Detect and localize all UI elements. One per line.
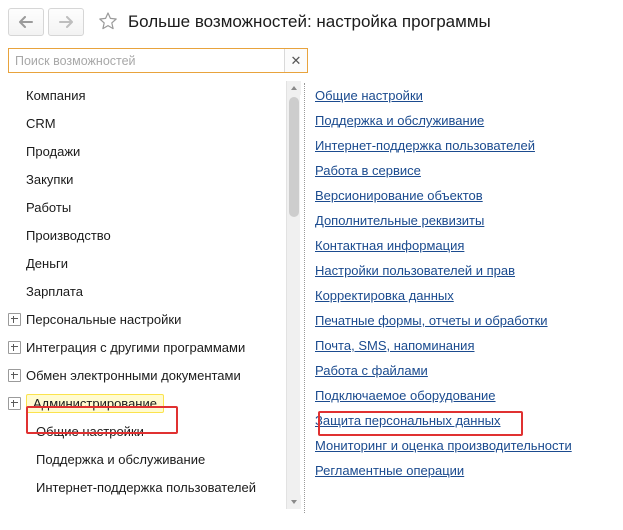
arrow-left-icon [18,16,34,28]
tree-scrollbar[interactable] [286,81,300,509]
tree-item-edocs-exchange[interactable] [0,361,300,389]
tree-item-label: Администрирование [33,395,157,411]
list-item[interactable] [315,333,623,358]
list-item[interactable] [315,383,623,408]
content-panes [0,79,623,519]
list-item[interactable] [315,258,623,283]
link-scheduled-operations[interactable]: Регламентные операции [315,463,465,478]
expand-plus-icon[interactable] [6,311,22,327]
category-tree [0,81,300,501]
tree-item-works[interactable] [0,193,300,221]
list-item[interactable] [315,458,623,483]
tree-item-label: Персональные настройки [26,311,182,327]
pane-splitter[interactable] [300,79,309,519]
tree-item-label: Интеграция с другими программами [26,339,246,355]
tree-item-label: CRM [26,115,56,131]
link-support-service[interactable]: Поддержка и обслуживание [315,113,485,128]
tree-item-support-service[interactable] [0,445,300,473]
list-item[interactable] [315,408,623,433]
scroll-down-icon[interactable] [287,495,301,509]
tree-item-general-settings[interactable] [0,417,300,445]
tree-item-label: Общие настройки [36,423,144,439]
list-item[interactable] [315,283,623,308]
link-file-handling[interactable]: Работа с файлами [315,363,428,378]
link-print-forms-reports[interactable]: Печатные формы, отчеты и обработки [315,313,548,328]
favorite-button[interactable] [94,9,122,35]
list-item[interactable] [315,83,623,108]
link-object-versioning[interactable]: Версионирование объектов [315,188,483,203]
tree-item-label: Деньги [26,255,68,271]
list-item[interactable] [315,358,623,383]
back-button[interactable] [8,8,44,36]
tree-item-crm[interactable] [0,109,300,137]
tree-item-internet-support[interactable] [0,473,300,501]
star-icon [98,11,118,34]
list-item[interactable] [315,308,623,333]
list-item[interactable] [315,433,623,458]
page-title: Больше возможностей: настройка программы [128,12,491,31]
link-users-and-rights[interactable]: Настройки пользователей и прав [315,263,516,278]
clear-search-icon[interactable]: ✕ [284,49,307,72]
tree-item-label: Работы [26,199,72,215]
expand-plus-icon[interactable] [6,339,22,355]
list-item[interactable] [315,158,623,183]
link-connected-equipment[interactable]: Подключаемое оборудование [315,388,496,403]
link-additional-attributes[interactable]: Дополнительные реквизиты [315,213,485,228]
tree-item-personal-settings[interactable] [0,305,300,333]
categories-pane [0,79,300,519]
search-input[interactable] [9,49,284,72]
link-service-work[interactable]: Работа в сервисе [315,163,421,178]
tree-item-company[interactable] [0,81,300,109]
expand-plus-icon[interactable] [6,367,22,383]
tree-item-label: Обмен электронными документами [26,367,241,383]
tree-item-administration[interactable] [0,389,300,417]
options-pane [309,79,623,519]
tree-item-sales[interactable] [0,137,300,165]
list-item[interactable] [315,208,623,233]
expand-plus-icon[interactable] [6,395,22,411]
link-performance-monitoring[interactable]: Мониторинг и оценка производительности [315,438,572,453]
window-header [0,0,623,44]
link-mail-sms-reminders[interactable]: Почта, SMS, напоминания [315,338,475,353]
tree-item-label: Зарплата [26,283,83,299]
link-internet-support[interactable]: Интернет-поддержка пользователей [315,138,535,153]
search-row [0,44,623,79]
tree-item-integration[interactable] [0,333,300,361]
tree-item-label: Компания [26,87,86,103]
link-personal-data-protection[interactable]: Защита персональных данных [315,413,501,428]
list-item[interactable] [315,133,623,158]
list-item[interactable] [315,233,623,258]
link-general-settings[interactable]: Общие настройки [315,88,423,103]
link-contact-information[interactable]: Контактная информация [315,238,465,253]
tree-item-purchases[interactable] [0,165,300,193]
search-box[interactable] [8,48,308,73]
tree-item-money[interactable] [0,249,300,277]
link-data-correction[interactable]: Корректировка данных [315,288,454,303]
list-item[interactable] [315,183,623,208]
scroll-up-icon[interactable] [287,81,301,95]
list-item[interactable] [315,108,623,133]
tree-item-label: Производство [26,227,111,243]
tree-item-label: Продажи [26,143,81,159]
tree-item-label: Закупки [26,171,74,187]
scrollbar-thumb[interactable] [289,97,299,217]
arrow-right-icon [58,16,74,28]
tree-item-label: Интернет-поддержка пользователей [36,479,256,495]
tree-item-label: Поддержка и обслуживание [36,451,206,467]
tree-item-production[interactable] [0,221,300,249]
forward-button[interactable] [48,8,84,36]
tree-item-salary[interactable] [0,277,300,305]
